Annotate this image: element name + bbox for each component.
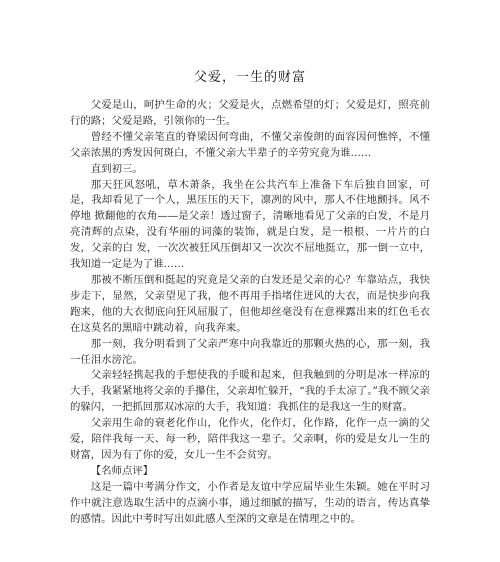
document-title: 父爱，一生的财富 [193,70,306,85]
paragraph-5: 那被不断压倒和挺起的究竟是父亲的白发还是父亲的心？车靠站点，我快步走下，显然，父亲望见了我，他不再用手指堵住迸风的大衣，而是快步向我跑来，他的大衣彻底向狂风屈服了，但他却丝毫没有在意裸露出来的红色毛衣在这莫名的黑暗中跳动着，向我奔来。 [70,273,430,334]
paragraph-3: 直到初三。 [90,162,143,175]
paragraph-6: 那一刻，我分明看到了父亲严寒中向我靠近的那颗火热的心，那一刻，我一任泪水滂沱。 [70,337,430,366]
paragraph-8: 父亲用生命的衰老化作山，化作火，化作灯，化作路，化作一点一滴的父爱，陪伴我每一天、每一秒，陪伴我这一辈子。父亲啊，你的爱是女儿一生的财富，因为有了你的爱，女儿一生不会贫穷。 [70,417,430,461]
paragraph-7: 父亲轻轻携起我的手想使我的手暖和起来，但我触到的分明是冰一样凉的大手，我紧紧地将父亲的手攥住，父亲却忙躲开，“我的手太凉了。”我不顾父亲的躲闪，一把抓回那双冰凉的大手，我知道：我抓住的是我这一生的财富。 [70,369,430,414]
teacher-comment: 这是一篇中考满分作文，小作者是友谊中学应届毕业生朱颖。她在平时习作中就注意选取生活中的点滴小事，通过细腻的描写，生动的语言，传达真挚的感情。因此中考时写出如此感人至深的文章是在情理之中的。 [70,480,430,525]
paragraph-4: 那天狂风怒吼，草木萧条，我坐在公共汽车上准备下车后独自回家，可是，我却看见了一个人，黑压压的天下，凛冽的风中，那人不住地颤抖。风不停地 掀翻他的衣角——是父亲！透过窗子，清晰地看见了父亲的白发，不是月亮清辉的点染，没有华丽的词藻的装饰，就是白发，是一根根、一片片的白发，父亲的白 发，一次次被狂风压倒却又一次次不屈地挺立，那一倒一立中，我知道一定是为了谁…… [70,178,430,271]
paragraph-2: 曾经不懂父亲笔直的脊梁因何弯曲，不懂父亲俊朗的面容因何憔悴，不懂父亲浓黑的秀发因何斑白，不懂父亲大半辈子的辛劳究竟为谁…… [70,130,430,159]
paragraph-1: 父爱是山，呵护生命的火；父爱是火，点燃希望的灯；父爱是灯，照亮前行的路；父爱是路，引领你的一生。 [70,99,430,127]
document-body [70,98,430,527]
comment-heading: 【名师点评】 [90,464,154,477]
